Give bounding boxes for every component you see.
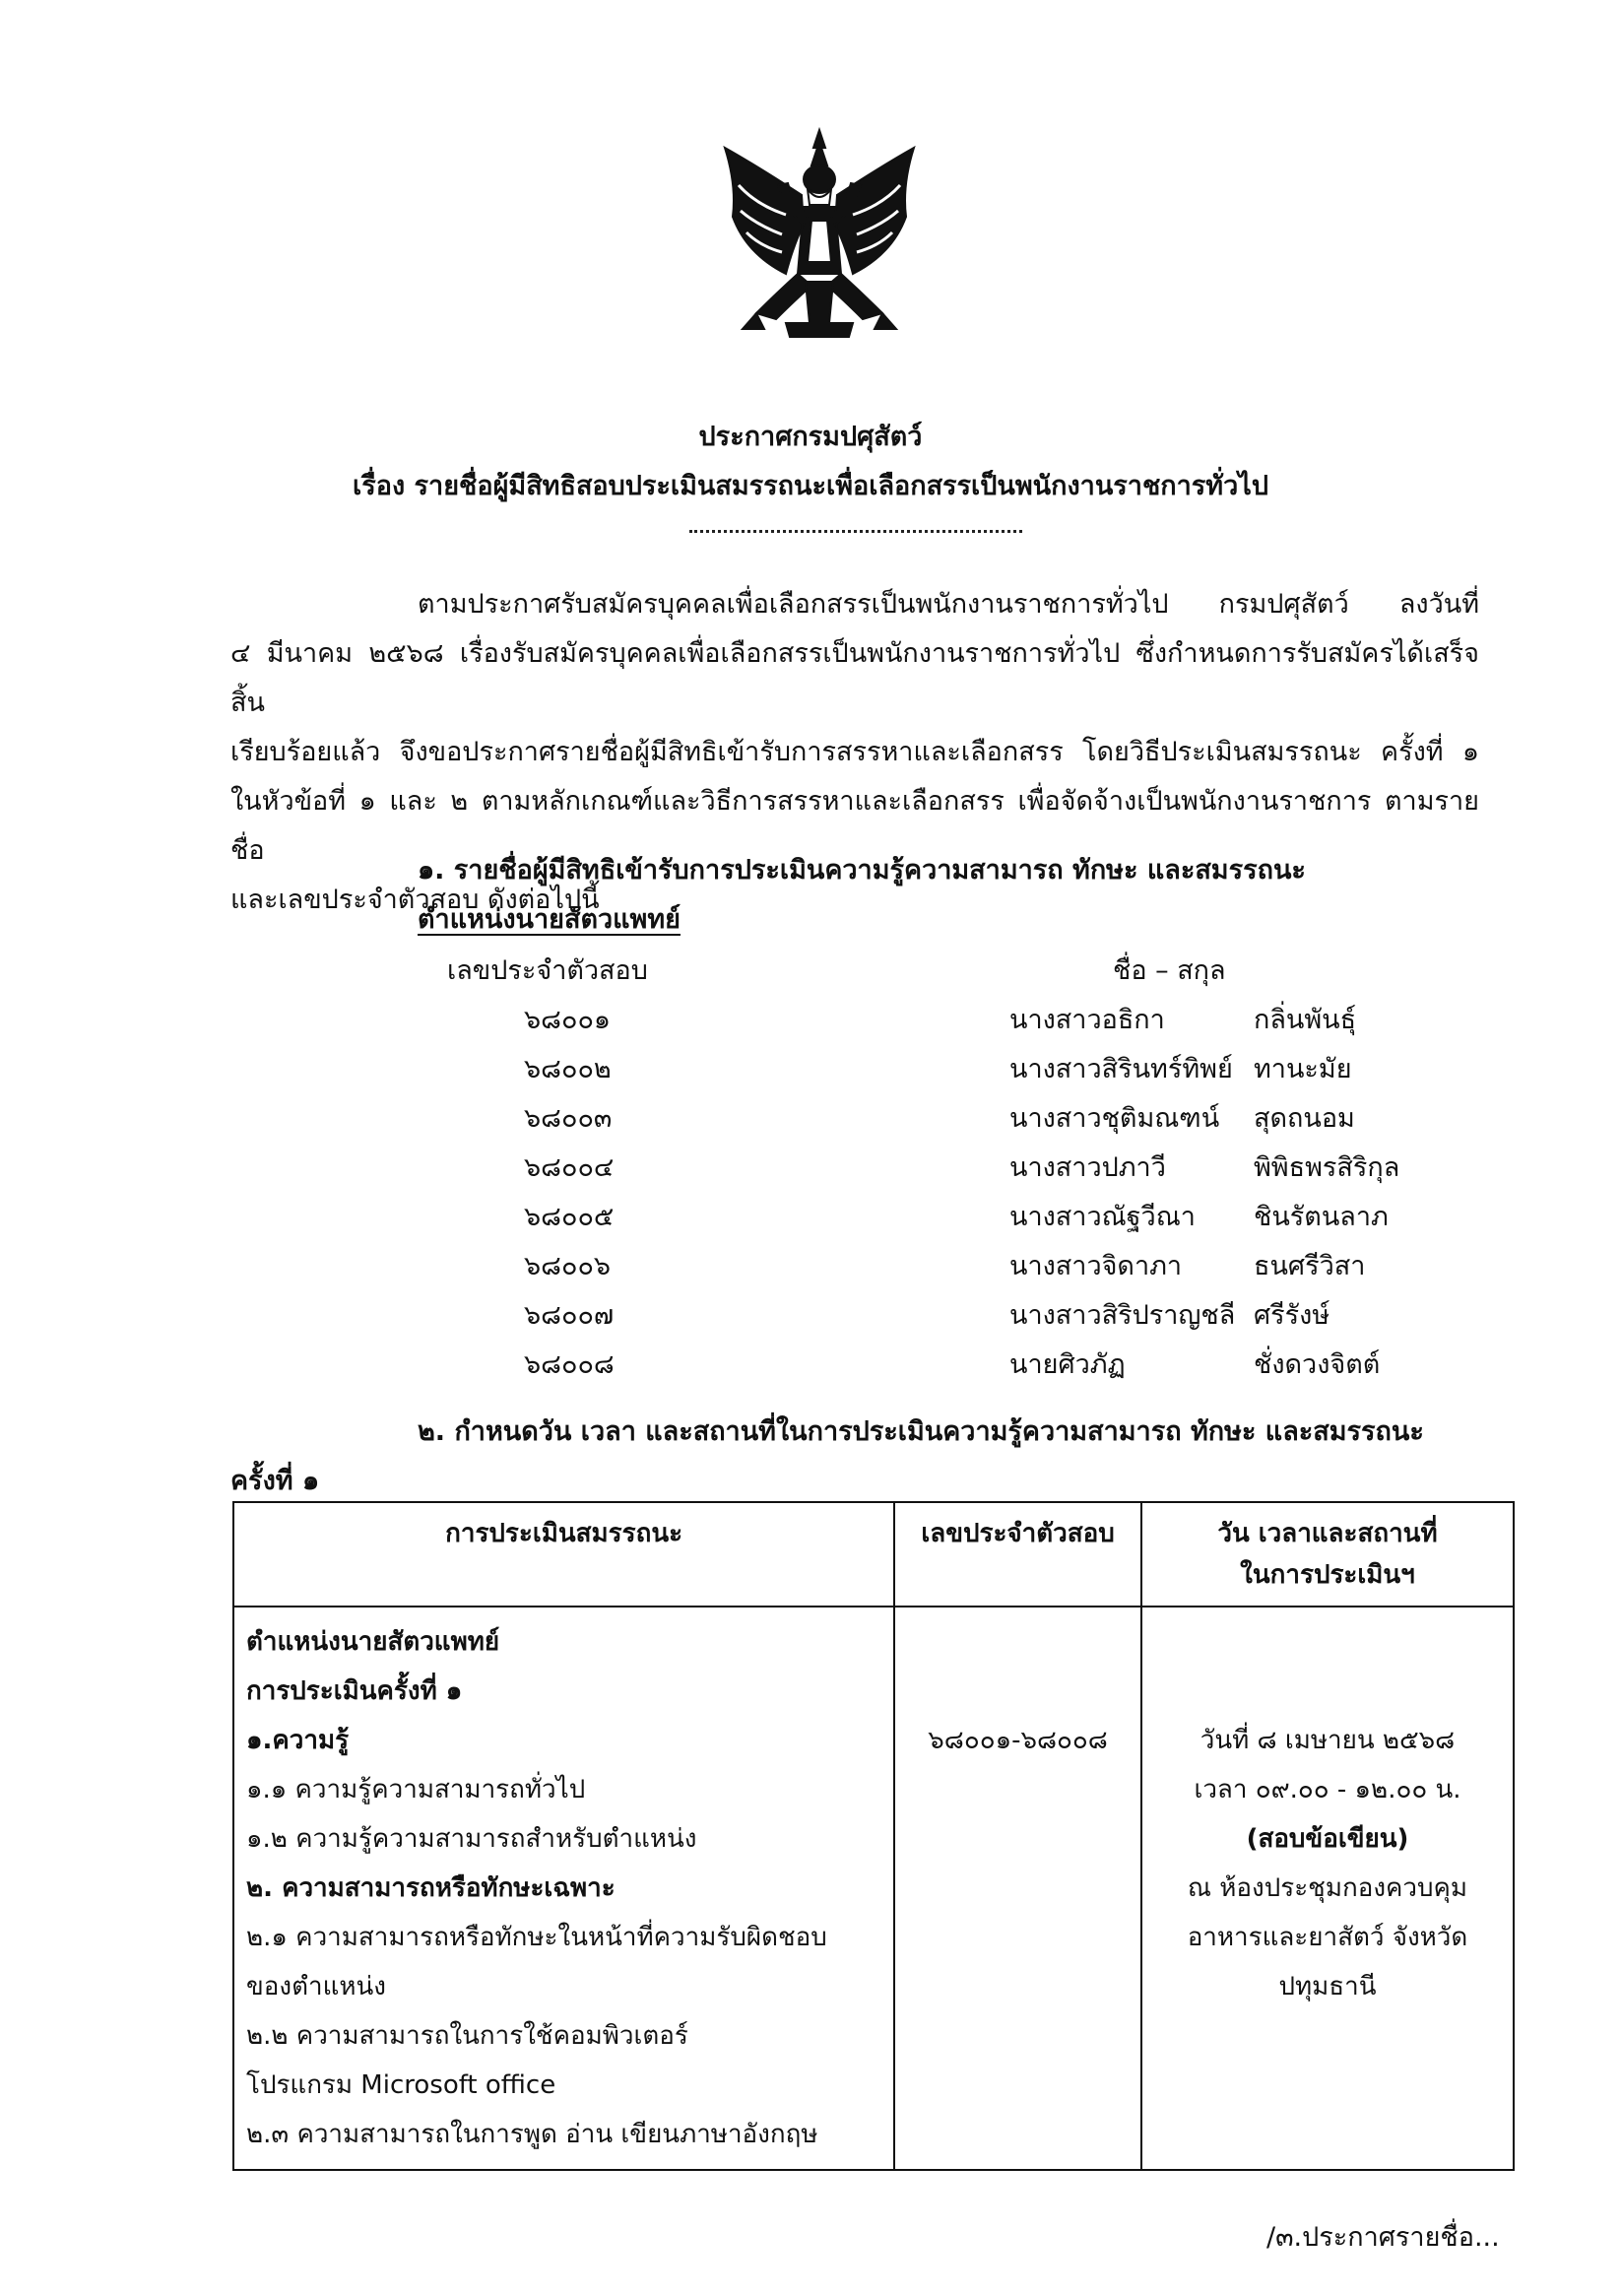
exam-id-range: ๖๘๐๐๑-๖๘๐๐๘ xyxy=(928,1726,1108,1755)
when-where-line: (สอบข้อเขียน) xyxy=(1246,1824,1409,1854)
candidate-exam-id: ๖๘๐๐๑ xyxy=(524,1005,612,1035)
candidate-surname: ธนศรีวิสา xyxy=(1254,1251,1366,1281)
candidate-first-name: นางสาวจิดาภา xyxy=(1009,1251,1183,1281)
assessment-line: ๒.๑ ความสามารถหรือทักษะในหน้าที่ความรับผิดชอบ xyxy=(246,1923,827,1952)
candidate-exam-id: ๖๘๐๐๔ xyxy=(524,1152,615,1183)
header-when-where xyxy=(1141,1502,1514,1607)
candidate-surname: กลิ่นพันธุ์ xyxy=(1254,1005,1357,1035)
table-row xyxy=(233,1607,1514,2170)
candidate-first-name: นางสาวณัฐวีณา xyxy=(1009,1202,1196,1232)
section1-position: ตำแหน่งนายสัตวแพทย์ xyxy=(418,904,681,935)
candidate-surname: ศรีรังษ์ xyxy=(1254,1300,1330,1331)
candidate-surname: สุดถนอม xyxy=(1254,1103,1355,1134)
section2-heading-cont: ครั้งที่ ๑ xyxy=(230,1466,320,1496)
assessment-line: โปรแกรม Microsoft office xyxy=(246,2070,556,2100)
header-exam-id: เลขประจำตัวสอบ xyxy=(894,1502,1141,1607)
subject-title: เรื่อง รายชื่อผู้มีสิทธิสอบประเมินสมรรถนะเพื่อเลือกสรรเป็นพนักงานราชการทั่วไป xyxy=(353,471,1268,501)
table-row xyxy=(0,1296,1621,1345)
assessment-line: ๑.ความรู้ xyxy=(246,1726,350,1755)
candidate-first-name: นายศิวภัฏ xyxy=(1009,1349,1126,1380)
exam-id-cell xyxy=(894,1607,1141,2170)
candidate-exam-id: ๖๘๐๐๗ xyxy=(524,1300,615,1331)
assessment-line: ๒.๓ ความสามารถในการพูด อ่าน เขียนภาษาอังกฤษ xyxy=(246,2120,818,2149)
header-when-where-line1: วัน เวลาและสถานที่ xyxy=(1217,1519,1438,1548)
assessment-line: ๑.๒ ความรู้ความสามารถสำหรับตำแหน่ง xyxy=(246,1824,697,1854)
assessment-line: ๒. ความสามารถหรือทักษะเฉพาะ xyxy=(246,1873,616,1903)
candidate-surname: ชั่งดวงจิตต์ xyxy=(1254,1349,1381,1380)
schedule-table xyxy=(232,1501,1515,2171)
table-row xyxy=(0,1345,1621,1395)
candidate-exam-id: ๖๘๐๐๘ xyxy=(524,1349,615,1380)
assessment-line: การประเมินครั้งที่ ๑ xyxy=(246,1676,463,1706)
assessment-line: ของตำแหน่ง xyxy=(246,1972,386,2001)
table-row xyxy=(0,1001,1621,1050)
when-where-line: ปทุมธานี xyxy=(1278,1972,1377,2001)
assessment-line: ๒.๒ ความสามารถในการใช้คอมพิวเตอร์ xyxy=(246,2021,688,2051)
candidate-surname: ชินรัตนลาภ xyxy=(1254,1202,1389,1232)
intro-line: และเลขประจำตัวสอบ ดังต่อไปนี้ xyxy=(230,885,600,915)
header-when-where-line2: ในการประเมินฯ xyxy=(1240,1560,1415,1590)
table-row xyxy=(0,1050,1621,1099)
table-row xyxy=(0,1247,1621,1296)
table-row xyxy=(0,1148,1621,1198)
when-where-line: เวลา ๐๙.๐๐ - ๑๒.๐๐ น. xyxy=(1194,1775,1461,1804)
intro-line: ตามประกาศรับสมัครบุคคลเพื่อเลือกสรรเป็นพนักงานราชการทั่วไป กรมปศุสัตว์ ลงวันที่ xyxy=(418,589,1479,620)
garuda-emblem-icon xyxy=(717,126,922,345)
candidate-first-name: นางสาวสิรินทร์ทิพย์ xyxy=(1009,1054,1233,1084)
candidate-first-name: นางสาวปภาวี xyxy=(1009,1152,1166,1183)
candidate-surname: พิพิธพรสิริกุล xyxy=(1254,1152,1400,1183)
col-header-exam-id: เลขประจำตัวสอบ xyxy=(447,955,648,986)
candidate-exam-id: ๖๘๐๐๒ xyxy=(524,1054,612,1084)
candidate-first-name: นางสาวอธิกา xyxy=(1009,1005,1165,1035)
candidate-exam-id: ๖๘๐๐๓ xyxy=(524,1103,613,1134)
candidate-surname: ทานะมัย xyxy=(1254,1054,1352,1084)
header-assessment: การประเมินสมรรถนะ xyxy=(233,1502,894,1607)
candidate-first-name: นางสาวสิริปราญชลี xyxy=(1009,1300,1236,1331)
intro-line: เรียบร้อยแล้ว จึงขอประกาศรายชื่อผู้มีสิทธิเข้ารับการสรรหาและเลือกสรร โดยวิธีประเมินสมรรถนะ ครั้งที่ ๑ xyxy=(230,737,1479,767)
section2-heading: ๒. กำหนดวัน เวลา และสถานที่ในการประเมินความรู้ความสามารถ ทักษะ และสมรรถนะ xyxy=(418,1416,1424,1447)
section1-heading: ๑. รายชื่อผู้มีสิทธิเข้ารับการประเมินความรู้ความสามารถ ทักษะ และสมรรถนะ xyxy=(418,855,1306,886)
when-where-line: วันที่ ๘ เมษายน ๒๕๖๘ xyxy=(1200,1726,1456,1755)
assessment-line: ตำแหน่งนายสัตวแพทย์ xyxy=(246,1627,500,1657)
continuation-note: /๓.ประกาศรายชื่อ... xyxy=(1266,2222,1500,2253)
table-row xyxy=(0,1099,1621,1148)
table-header-row xyxy=(233,1502,1514,1607)
assessment-line: ๑.๑ ความรู้ความสามารถทั่วไป xyxy=(246,1775,586,1804)
candidate-exam-id: ๖๘๐๐๕ xyxy=(524,1202,615,1232)
dotted-divider xyxy=(689,530,1022,533)
when-where-line: ณ ห้องประชุมกองควบคุม xyxy=(1187,1873,1468,1903)
when-where-cell xyxy=(1141,1607,1514,2170)
issuer-title: ประกาศกรมปศุสัตว์ xyxy=(698,422,923,452)
candidate-first-name: นางสาวชุติมณฑน์ xyxy=(1009,1103,1220,1134)
intro-line: ในหัวข้อที่ ๑ และ ๒ ตามหลักเกณฑ์และวิธีการสรรหาและเลือกสรร เพื่อจัดจ้างเป็นพนักงานราชการ ตามรายชื่อ xyxy=(230,786,1479,866)
table-row xyxy=(0,1198,1621,1247)
when-where-line: อาหารและยาสัตว์ จังหวัด xyxy=(1187,1923,1468,1952)
intro-line: ๔ มีนาคม ๒๕๖๘ เรื่องรับสมัครบุคคลเพื่อเลือกสรรเป็นพนักงานราชการทั่วไป ซึ่งกำหนดการรับสมัครได้เสร็จสิ้น xyxy=(230,638,1479,718)
col-header-name: ชื่อ – สกุล xyxy=(1113,955,1226,986)
candidate-exam-id: ๖๘๐๐๖ xyxy=(524,1251,612,1281)
assessment-cell xyxy=(233,1607,894,2170)
